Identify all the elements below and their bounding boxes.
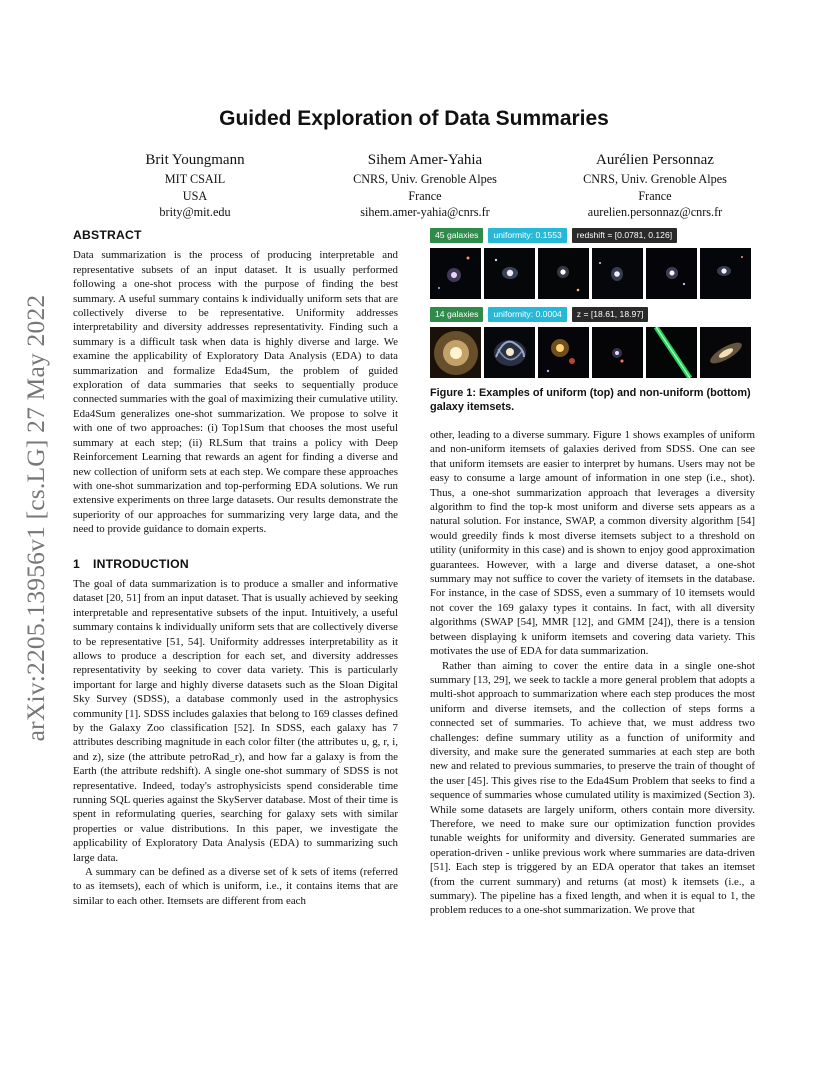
range-tag: redshift = [0.0781, 0.126] — [572, 228, 677, 243]
galaxy-thumbnail — [430, 327, 481, 378]
author-email: sihem.amer-yahia@cnrs.fr — [360, 205, 490, 219]
author-affiliation: MIT CSAIL — [164, 172, 226, 186]
intro-paragraph-3: other, leading to a diverse summary. Figure 1 shows examples of uniform and non-uniform itemsets of galaxies derived from SDSS. One can see that uniform itemsets are easier to interpret by humans. Users may not be easy to consume a large amount of information in one step (i.e., shot). Thus, a one-shot summarization approach that leverages a diversity algorithm to find the top-k most uniform and diverse sets appears as a natural solution. For instance, SWAP, a common diversity algorithm [54] would greedily finds k most diverse itemsets subject to a threshold on utility (uniformity in this case) and is shown to enjoy good approximation guarantees. However, with a large and diverse dataset, a one-shot summary may not suffice to cover the variety of itemsets in the database. For instance, in the case of SDSS, even a summary of 10 itemsets would not cover the 169 galaxy types it contains. In fact, with all diversity algorithms (SWAP [54], MMR [12], and GMM [24]), there is a tension between displaying k uniform itemsets and covering data variety. This motivates the use of EDA for data summarization. — [430, 429, 755, 658]
intro-paragraph-1: The goal of data summarization is to produce a smaller and informative dataset [20, 51] from an input dataset. That is usually achieved by seeking interpretable and representative subsets of the input. Intuitively, a useful summary contains k individually uniform sets that are collectively diverse to be representative [51, 54]. Uniformity addresses interpretability as it allows to produce a description for each set, and diversity addresses representativity by seeking to cover data variety. This is particularly important for large and highly diverse datasets such as the Sloan Digital Sky Survey (SDSS), a database commonly used in the astrophysics community [1]. SDSS includes galaxies that belong to 169 classes defined by the Galaxy Zoo classification [52]. In SDSS, each galaxy has 7 attributes describing magnitude in each color filter (the attributes u, g, r, i, and z), size (the attribute petroRad_r), and how far a galaxy is from the Earth (the attribute redshift). A single one-shot summary of SDSS is not representative. Indeed, today's astrophysicists spend considerable time running SQL queries against the SkyServer database. Most of their time is spent in reformulating queries, searching for galaxy sets with similar properties or value distributions. In this paper, we investigate the applicability of Exploratory Data Analysis (EDA) to summarizing such large data. — [73, 577, 398, 864]
right-column — [430, 428, 755, 918]
arxiv-id-text: arXiv:2205.13956v1 [cs.LG] 27 May 2022 — [21, 294, 50, 742]
paper-title: Guided Exploration of Data Summaries — [219, 107, 609, 130]
figure-caption: Figure 1: Examples of uniform (top) and non-uniform (bottom) galaxy itemsets. — [430, 387, 751, 413]
intro-paragraph-2: A summary can be defined as a diverse set of k sets of items (referred to as itemsets), each of which is uniform, i.e., it contains items that are similar to each other. Itemsets are different from each — [73, 866, 398, 907]
section-title: INTRODUCTION — [93, 556, 189, 571]
author-email: aurelien.personnaz@cnrs.fr — [587, 205, 723, 219]
author-affiliation: CNRS, Univ. Grenoble Alpes — [353, 172, 497, 186]
bottom-itemset-tags — [430, 307, 756, 322]
galaxy-count-tag: 45 galaxies — [430, 228, 483, 243]
galaxy-thumbnail — [646, 248, 697, 299]
author-name: Sihem Amer-Yahia — [367, 152, 483, 168]
abstract-text: Data summarization is the process of producing interpretable and representative subsets of an input dataset. It is usually performed following a one-shot process with the purpose of finding the best summary. A useful summary contains k individually uniform sets that are collectively diverse to be representative. Uniformity addresses interpretability and diversity addresses representativity. Finding such a summary is a difficult task when data is highly diverse and large. We examine the applicability of Exploratory Data Analysis (EDA) to data summarization and formalize Eda4Sum, the problem of guided exploration of data summaries that seeks to sequentially produce connected summaries with the goal of maximizing their cumulative utility. Eda4Sum generalizes one-shot summarization. We propose to solve it with one of two approaches: (i) Top1Sum that chooses the most useful summary at each step; (ii) RLSum that trains a policy with Deep Reinforcement Learning that rewards an agent for finding a diverse and new collection of uniform sets at each step. We compare these approaches with one-shot summarization and top-performing EDA solutions. We run extensive experiments on three large datasets. Our results demonstrate the superiority of our approaches for summarizing very large data, and the need to provide guidance to domain experts. — [73, 249, 398, 536]
author-name: Aurélien Personnaz — [596, 152, 714, 168]
author-country: France — [638, 188, 672, 203]
author-country: USA — [182, 188, 208, 203]
uniformity-tag: uniformity: 0.1553 — [488, 228, 566, 243]
uniform-galaxy-thumbnails — [430, 248, 756, 299]
galaxy-thumbnail — [700, 248, 751, 299]
left-column — [73, 228, 398, 908]
intro-paragraph-4: Rather than aiming to cover the entire data in a single one-shot summary [13, 29], we seek to tackle a more general problem that adopts a multi-shot approach to summarization where each step produces the most uniform and diverse itemsets, and the collection of steps forms a connected set of summaries. To achieve that, we must address two challenges: define summary utility as a function of uniformity and diversity, and make sure the generated summaries at each step are both new and related to previous summaries, to preserve the train of thought of the user [45]. This gives rise to the Eda4Sum Problem that seeks to find a sequence of summaries whose cumulated utility is maximized (Section 3). While some datasets are largely uniform, others contain more diversity. Therefore, we need to make sure our optimization function provides tunable weights for uniformity and diversity. Generated summaries are operation-driven - unlike previous work where summaries are data-driven [51]. Each step is triggered by an EDA operator that takes an itemset (from the current summary) and returns (at most) k itemsets (i.e., a summary). The pipeline has a fixed length, and when it is equal to 1, the problem reduces to a one-shot summarization. We prove that — [430, 659, 755, 917]
author-3 — [555, 151, 755, 221]
top-itemset-tags — [430, 228, 756, 243]
galaxy-count-tag: 14 galaxies — [430, 307, 483, 322]
figure-1 — [430, 228, 756, 414]
author-name: Brit Youngmann — [145, 152, 245, 168]
galaxy-thumbnail — [484, 248, 535, 299]
arxiv-sidebar-identifier — [18, 278, 54, 758]
abstract-heading: ABSTRACT — [73, 228, 142, 242]
author-affiliation: CNRS, Univ. Grenoble Alpes — [583, 172, 727, 186]
uniformity-tag: uniformity: 0.0004 — [488, 307, 566, 322]
author-country: France — [408, 188, 442, 203]
galaxy-thumbnail — [538, 327, 589, 378]
galaxy-thumbnail — [700, 327, 751, 378]
non-uniform-galaxy-thumbnails — [430, 327, 756, 378]
author-2 — [325, 151, 525, 221]
intro-heading — [73, 557, 398, 571]
galaxy-thumbnail — [646, 327, 697, 378]
author-email: brity@mit.edu — [159, 205, 231, 219]
section-number: 1 — [73, 556, 80, 571]
galaxy-thumbnail — [430, 248, 481, 299]
galaxy-thumbnail — [592, 248, 643, 299]
range-tag: z = [18.61, 18.97] — [572, 307, 649, 322]
galaxy-thumbnail — [538, 248, 589, 299]
galaxy-thumbnail — [484, 327, 535, 378]
author-block — [95, 151, 755, 221]
galaxy-thumbnail — [592, 327, 643, 378]
author-1 — [95, 151, 295, 221]
